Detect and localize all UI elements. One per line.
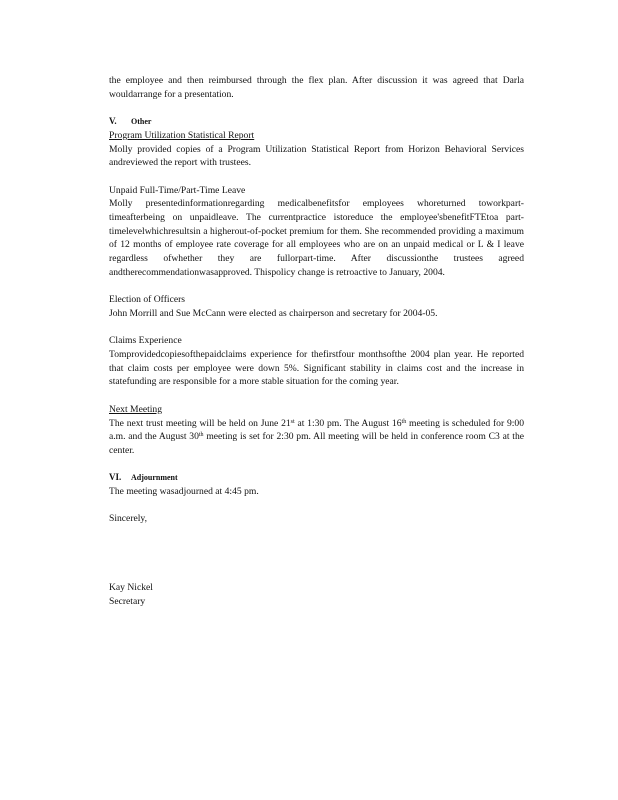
election-body: John Morrill and Sue McCann were elected as chairperson and secretary for 2004-05. [109, 307, 438, 319]
signature-name: Kay Nickel [109, 581, 153, 593]
next-meeting-text-2: at 1:30 pm. The August 16 [294, 417, 402, 429]
unpaid-leave-heading: Unpaid Full-Time/Part-Time Leave [109, 184, 246, 196]
adjournment-body: The meeting wasadjourned at 4:45 pm. [109, 486, 259, 497]
section-v-number: V. [109, 116, 117, 127]
closing: Sincerely, [109, 513, 148, 525]
claims-body: Tomprovidedcopiesofthepaidclaims experience for thefirstfour monthsofthe 2004 plan year. He reported that claim costs per employee were down 5%. Significant stability in claims cost and the increase in statefunding are responsible for a more stable situation for the coming year. [109, 349, 524, 388]
next-meeting-heading: Next Meeting [109, 403, 163, 415]
program-utilization-heading: Program Utilization Statistical Report [109, 129, 255, 141]
next-meeting-text-4: meeting is set for 2:30 pm. All meeting will be held in conference room C3 at the center. [109, 431, 524, 456]
signature-title: Secretary [109, 595, 146, 607]
next-meeting-sup-3: th [198, 432, 204, 439]
election-heading: Election of Officers [109, 294, 186, 306]
document-page [109, 74, 524, 608]
section-vi-heading [109, 471, 524, 485]
next-meeting-text-3: meeting is scheduled for 9:00 a.m. and the August 30 [109, 417, 524, 443]
unpaid-leave-body: Molly presentedinformationregarding medicalbenefitsfor employees whoreturned toworkpart-timeafterbeing on unpaidleave. The currentpractice istoreduce the employee'sbenefitFTEtoa part-timelevelwhichresultsin a higherout-of-pocket premium for them. She recommended providing a maximum of 12 months of employee rate coverage for all employees who are on an unpaid medical or L & I leave regardless ofwhether they are fullorpart-time. After discussionthe trustees agreed andtherecommendationwasapproved. Thispolicy change is retroactive to January, 2004. [109, 198, 524, 278]
intro-paragraph: the employee and then reimbursed through the flex plan. After discussion it was agreed that Darla wouldarrange for a presentation. [109, 75, 524, 100]
program-utilization-body: Molly provided copies of a Program Utilization Statistical Report from Horizon Behavioral Services andreviewed the report with trustees. [109, 143, 524, 169]
section-v-heading [109, 115, 524, 129]
section-vi-title: Adjournment [131, 473, 178, 483]
section-vi-number: VI. [109, 472, 122, 483]
claims-heading: Claims Experience [109, 335, 182, 347]
next-meeting-body [109, 417, 524, 458]
next-meeting-sup-1: st [290, 418, 295, 425]
next-meeting-sup-2: th [401, 418, 407, 425]
section-v-title: Other [131, 117, 152, 127]
next-meeting-text-1: The next trust meeting will be held on June 21 [109, 417, 291, 429]
